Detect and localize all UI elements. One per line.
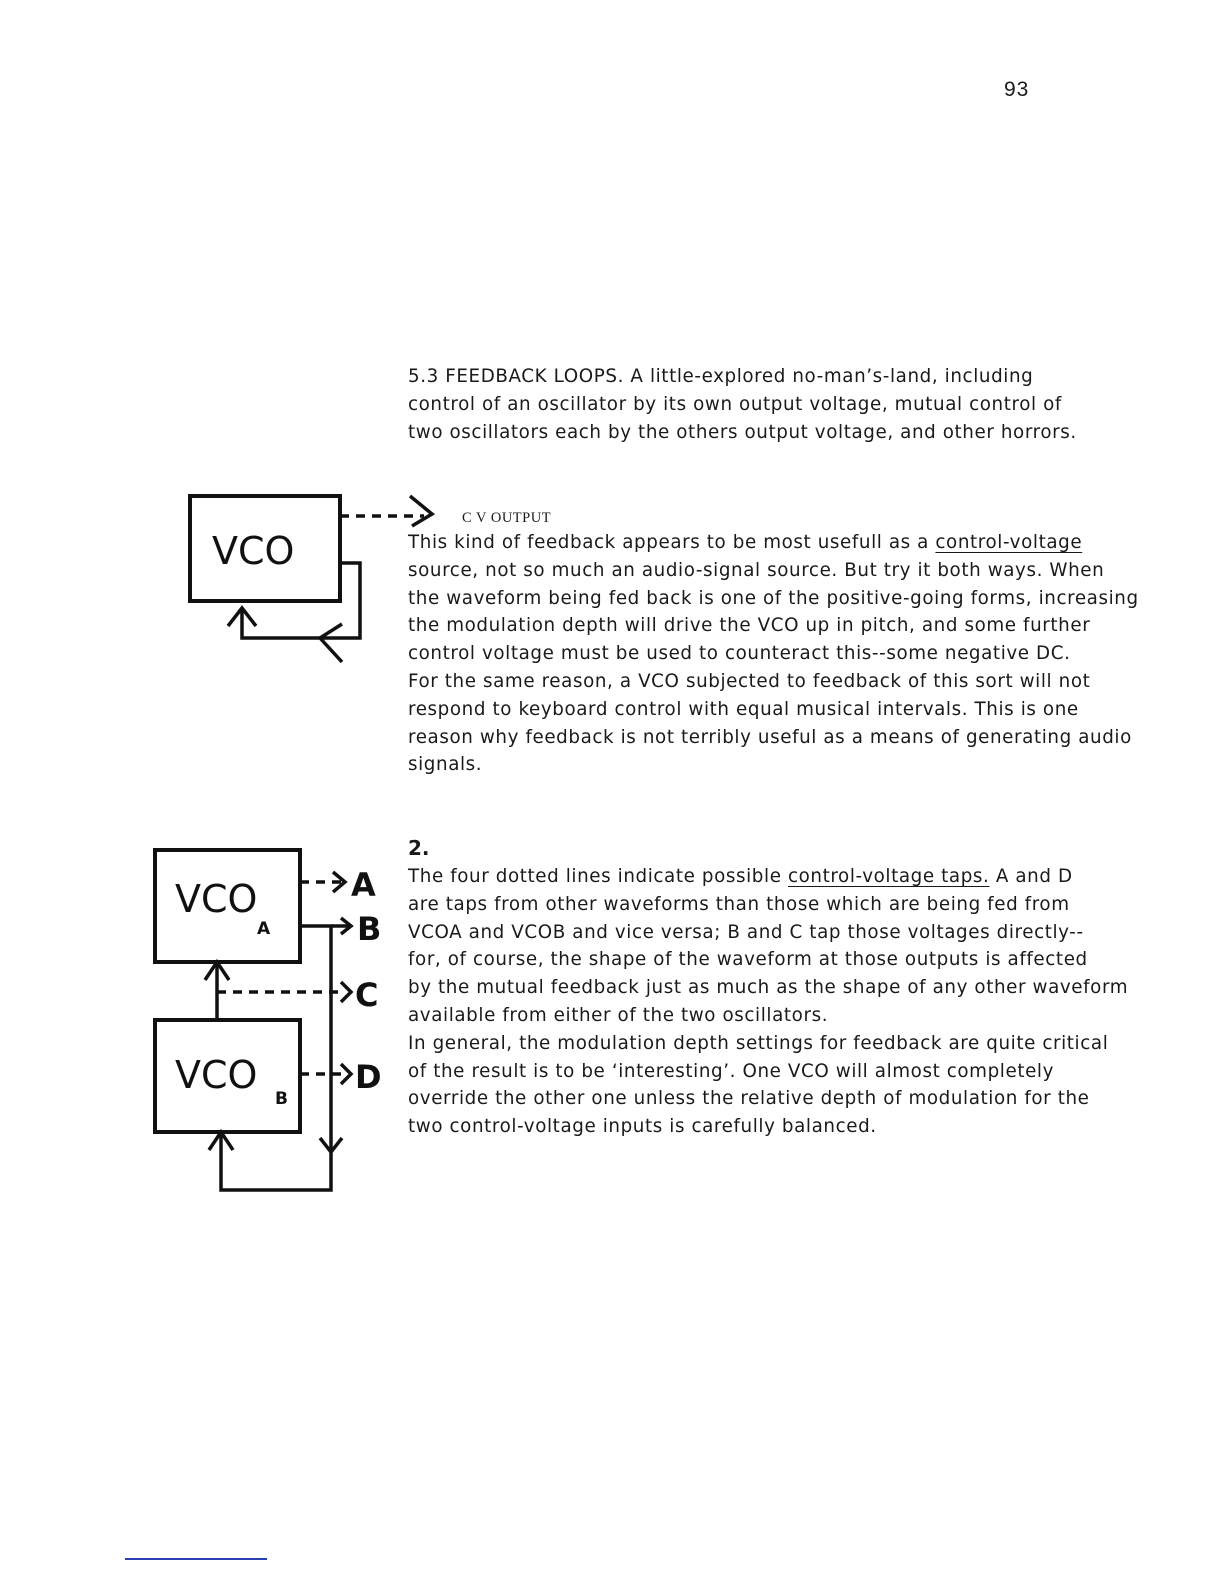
tap-d-arrowhead (341, 1064, 351, 1084)
output-arrowhead (410, 496, 432, 526)
vco-a-subscript: A (257, 919, 271, 939)
paragraph-line: two control-voltage inputs is carefully balanced. (408, 1116, 877, 1138)
paragraph-line: are taps from other waveforms than those which are being fed from (408, 893, 1070, 915)
intro-line: two oscillators each by the others output voltage, and other horrors. (408, 421, 1077, 443)
paragraph-line: VCOA and VCOB and vice versa; B and C tap those voltages directly-- (408, 921, 1084, 943)
control-voltage-taps-underlined: control-voltage taps. (787, 866, 990, 887)
vco-b-label: VCO (175, 1053, 258, 1097)
control-voltage-underlined: control-voltage (935, 532, 1083, 553)
vco-a-label: VCO (175, 877, 258, 921)
paragraph-line: by the mutual feedback just as much as the shape of any other waveform (408, 977, 1129, 999)
paragraph-line: In general, the modulation depth settings for feedback are quite critical (408, 1032, 1109, 1054)
footnote-rule (125, 1558, 267, 1560)
paragraph-line: control voltage must be used to counteract this--some negative DC. (408, 643, 1071, 665)
paragraph-1 (408, 529, 1139, 779)
page-number: 93 (1004, 78, 1030, 101)
paragraph-line: reason why feedback is not terribly useful as a means of generating audio (408, 726, 1132, 748)
vco-box-label: VCO (212, 529, 295, 573)
tap-d-label: D (355, 1058, 382, 1096)
paragraph-2-line1: The four dotted lines indicate possible (408, 866, 788, 887)
paragraph-line: signals. (408, 754, 483, 776)
section-intro (408, 363, 1077, 446)
paragraph-line: the modulation depth will drive the VCO up in pitch, and some further (408, 615, 1091, 637)
paragraph-2 (408, 863, 1128, 1141)
paragraph-line: available from either of the two oscillators. (408, 1004, 829, 1026)
paragraph-2-line1-end: A and D (989, 866, 1073, 887)
paragraph-line (408, 529, 1139, 557)
intro-line: control of an oscillator by its own output voltage, mutual control of (408, 393, 1062, 415)
paragraph-1-line1: This kind of feedback appears to be most usefull as a (408, 532, 936, 553)
vco-b-subscript: B (275, 1089, 288, 1109)
paragraph-line: for, of course, the shape of the waveform at those outputs is affected (408, 949, 1088, 971)
figure-2-number: 2. (408, 836, 430, 860)
paragraph-line: override the other one unless the relative depth of modulation for the (408, 1088, 1090, 1110)
intro-line: 5.3 FEEDBACK LOOPS. A little-explored no-man’s-land, including (408, 366, 1034, 387)
feedback-arrowhead-left (320, 624, 342, 662)
cv-output-label: C V OUTPUT (462, 510, 552, 526)
tap-c-label: C (355, 976, 379, 1014)
paragraph-line: For the same reason, a VCO subjected to feedback of this sort will not (408, 670, 1091, 692)
tap-b-label: B (357, 910, 382, 948)
paragraph-line: source, not so much an audio-signal source. But try it both ways. When (408, 559, 1105, 581)
paragraph-line (408, 863, 1128, 891)
tap-c-arrowhead (341, 982, 351, 1002)
paragraph-line: of the result is to be ‘interesting’. One VCO will almost completely (408, 1060, 1055, 1082)
tap-a-label: A (351, 866, 376, 904)
paragraph-line: the waveform being fed back is one of the positive-going forms, increasing (408, 587, 1139, 609)
paragraph-line: respond to keyboard control with equal musical intervals. This is one (408, 698, 1079, 720)
figure-1-diagram (180, 488, 380, 668)
figure-2-diagram (145, 842, 405, 1202)
